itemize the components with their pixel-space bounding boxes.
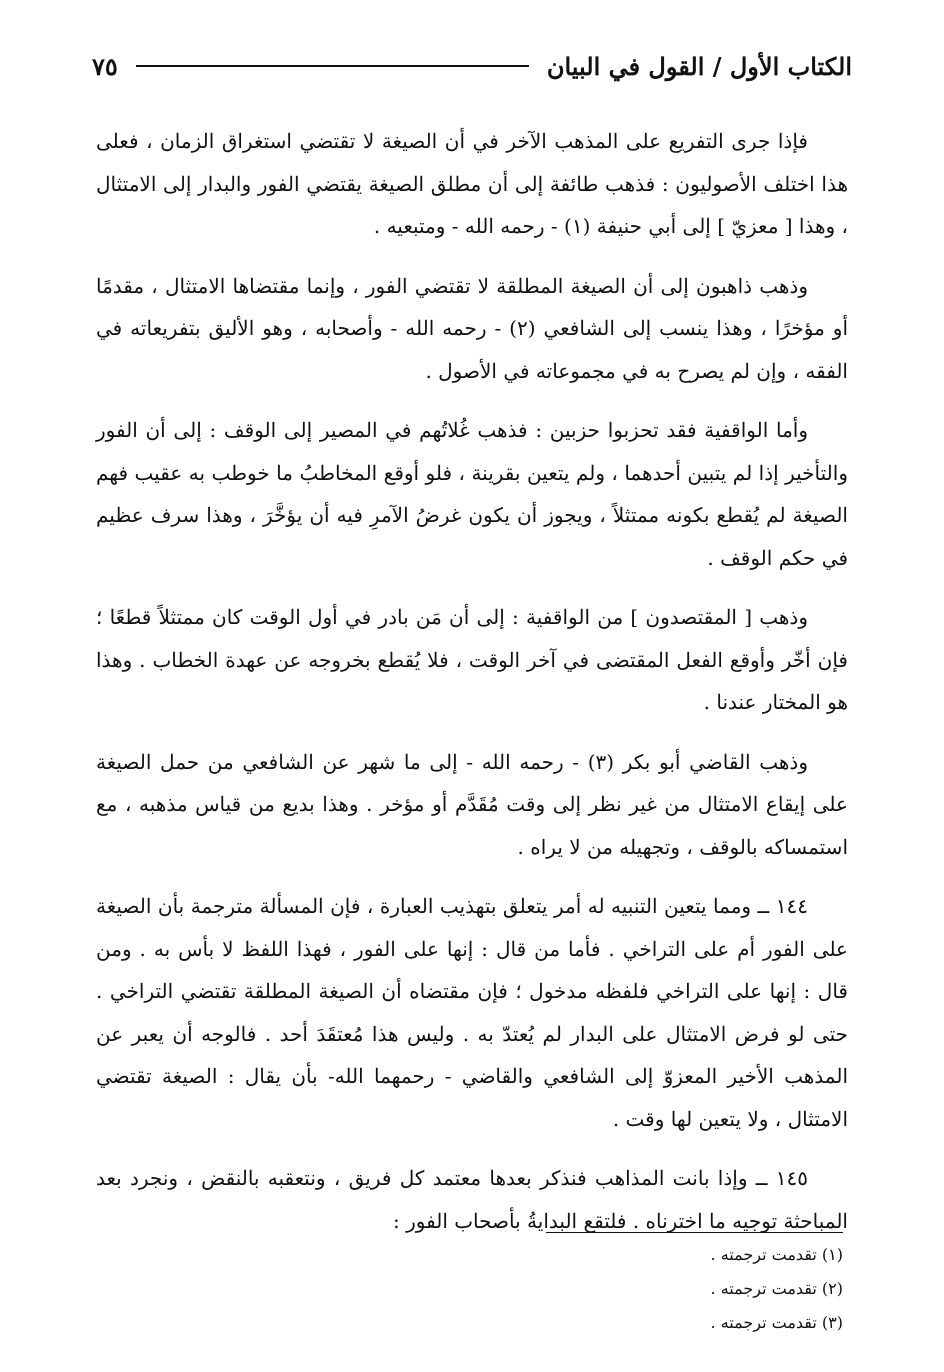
footnote-3: (٣) تقدمت ترجمته . <box>710 1313 843 1332</box>
footnote-1: (١) تقدمت ترجمته . <box>710 1245 843 1264</box>
footnote-2: (٢) تقدمت ترجمته . <box>710 1279 843 1298</box>
header-rule <box>136 65 529 67</box>
paragraph-2: وذهب ذاهبون إلى أن الصيغة المطلقة لا تقتضي الفور ، وإنما مقتضاها الامتثال ، مقدمًا أو مؤخرًا ، وهذا ينسب إلى الشافعي (٢) - رحمه الله - وأصحابه ، وهو الأليق بتفريعاته في الفقه ، وإن لم يصرح به في مجموعاته في الأصول . <box>96 273 848 383</box>
paragraph-5: وذهب القاضي أبو بكر (٣) - رحمه الله - إلى ما شهر عن الشافعي من حمل الصيغة على إيقاع الامتثال من غير نظر إلى وقت مُقَدَّم أو مؤخر . وهذا بديع من قياس مذهبه ، مع استمساكه بالوقف ، وتجهيله من لا يراه . <box>96 749 848 859</box>
paragraph-4: وذهب [ المقتصدون ] من الواقفية : إلى أن مَن بادر في أول الوقت كان ممتثلاً قطعًا ؛ فإن أخّر وأوقع الفعل المقتضى في آخر الوقت ، فلا يُقطع بخروجه عن عهدة الخطاب . وهذا هو المختار عندنا . <box>96 605 848 714</box>
paragraph-145: ١٤٥ ــ وإذا بانت المذاهب فنذكر بعدها معتمد كل فريق ، ونتعقبه بالنقض ، ونجرد بعد المباحثة توجيه ما اخترناه . فلتقع البدايةُ بأصحاب الفور : <box>96 1166 848 1233</box>
paragraph-3: وأما الواقفية فقد تحزبوا حزبين : فذهب غُلاتُهم في المصير إلى الوقف : إلى أن الفور والتأخير إذا لم يتبين أحدهما ، ولم يتعين بقرينة ، فلو أوقع المخاطبُ ما خوطب به عقيب فهم الصيغة لم يُقطع بكونه ممتثلاً ، ويجوز أن يكون غرضُ الآمرِ فيه أن يؤخَّرَ ، وهذا سرف عظيم في حكم الوقف . <box>96 418 848 570</box>
header-title: الكتاب الأول / القول في البيان <box>546 51 852 81</box>
footnotes <box>443 1238 843 1340</box>
running-header <box>92 46 852 86</box>
paragraph-144: ١٤٤ ــ ومما يتعين التنبيه له أمر يتعلق بتهذيب العبارة ، فإن المسألة مترجمة بأن الصيغة على الفور أم على التراخي . فأما من قال : إنها على الفور ، فهذا اللفظ لا بأس به . ومن قال : إنها على التراخي فلفظه مدخول ؛ فإن مقتضاه أن الصيغة المطلقة تقتضي التراخي . حتى لو فرض الامتثال على البدار لم يُعتدّ به . وليس هذا مُعتقَدَ أحد . فالوجه أن يعبر عن المذهب الأخير المعزوّ إلى الشافعي والقاضي - رحمهما الله- بأن يقال : الصيغة تقتضي الامتثال ، ولا يتعين لها وقت . <box>96 894 848 1131</box>
page-number: ٧٥ <box>92 51 118 81</box>
footnote-separator <box>546 1232 843 1233</box>
paragraph-1: فإذا جرى التفريع على المذهب الآخر في أن الصيغة لا تقتضي استغراق الزمان ، فعلى هذا اختلف الأصوليون : فذهب طائفة إلى أن مطلق الصيغة يقتضي الفور والبدار إلى الامتثال ، وهذا [ معزيّ ] إلى أبي حنيفة (١) - رحمه الله - ومتبعيه . <box>96 129 848 238</box>
page-body <box>96 120 848 1242</box>
